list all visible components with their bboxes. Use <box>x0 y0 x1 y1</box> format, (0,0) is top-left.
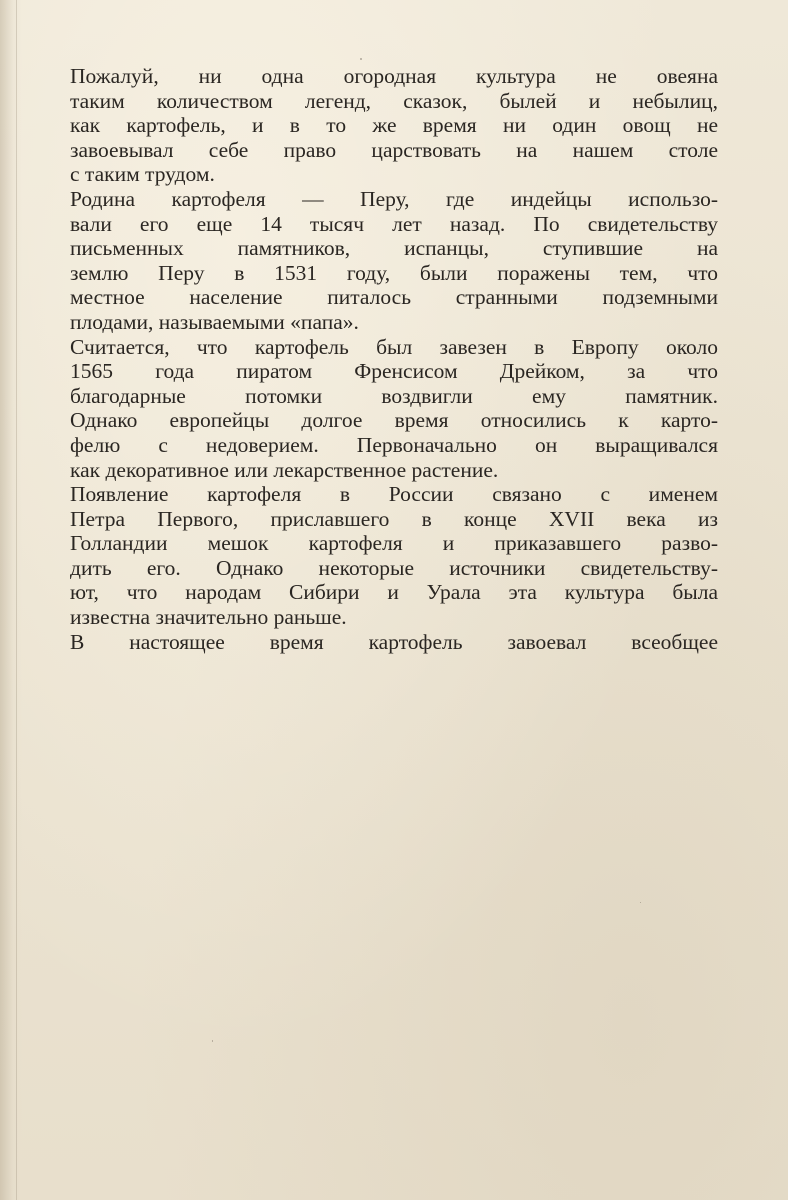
text-line: плодами, называемыми «папа». <box>70 309 359 334</box>
text-line: Появление картофеля в России связано с именем <box>70 482 718 507</box>
text-line: таким количеством легенд, сказок, былей и небылиц, <box>70 88 718 113</box>
paragraph <box>70 187 718 335</box>
text-line: с таким трудом. <box>70 162 215 187</box>
paper-speck <box>212 1040 213 1042</box>
paragraph <box>70 64 718 187</box>
text-line: завоевывал себе право царствовать на нашем столе <box>70 137 718 162</box>
text-line: 1565 года пиратом Френсисом Дрейком, за что <box>70 359 718 384</box>
page-binding-shadow <box>0 0 22 1200</box>
paragraph <box>70 482 718 630</box>
paper-speck <box>640 902 641 903</box>
text-line: Пожалуй, ни одна огородная культура не овеяна <box>70 64 718 88</box>
text-line: как декоративное или лекарственное растение. <box>70 457 499 482</box>
page-fold-line <box>16 0 17 1200</box>
text-line: Родина картофеля — Перу, где индейцы использо- <box>70 186 718 211</box>
text-line: благодарные потомки воздвигли ему памятник. <box>70 383 718 408</box>
text-line: вали его еще 14 тысяч лет назад. По свидетельству <box>70 211 718 236</box>
paragraph <box>70 335 718 483</box>
paragraph <box>70 630 718 655</box>
text-line: местное население питалось странными подземными <box>70 285 718 310</box>
text-line: ют, что народам Сибири и Урала эта культура была <box>70 580 718 605</box>
body-text <box>70 64 718 654</box>
text-line: В настоящее время картофель завоевал всеобщее <box>70 629 718 654</box>
text-line: Однако европейцы долгое время относились к карто- <box>70 408 718 433</box>
text-line: землю Перу в 1531 году, были поражены тем, что <box>70 260 718 285</box>
text-line: известна значительно раньше. <box>70 605 347 630</box>
text-line: фелю с недоверием. Первоначально он выращивался <box>70 432 718 457</box>
text-line: Голландии мешок картофеля и приказавшего разво- <box>70 531 718 556</box>
text-line: дить его. Однако некоторые источники свидетельству- <box>70 555 718 580</box>
text-line: письменных памятников, испанцы, ступившие на <box>70 236 718 261</box>
paper-speck <box>360 58 362 60</box>
text-line: как картофель, и в то же время ни один овощ не <box>70 113 718 138</box>
text-line: Считается, что картофель был завезен в Европу около <box>70 334 718 359</box>
text-line: Петра Первого, приславшего в конце XVII века из <box>70 506 718 531</box>
